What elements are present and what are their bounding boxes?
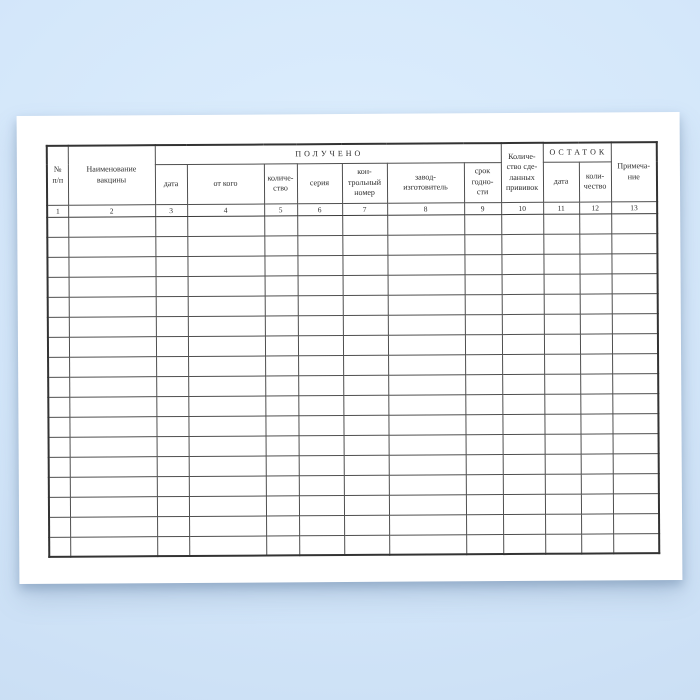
empty-cell	[48, 337, 69, 357]
empty-cell	[47, 217, 68, 237]
column-number-cell: 6	[297, 203, 342, 215]
empty-cell	[266, 495, 299, 515]
empty-cell	[388, 414, 465, 434]
empty-cell	[156, 376, 188, 396]
empty-cell	[613, 533, 659, 553]
empty-cell	[465, 314, 502, 334]
empty-cell	[502, 274, 544, 294]
empty-cell	[48, 357, 69, 377]
empty-cell	[388, 334, 465, 354]
header-note: Примеча- ние	[611, 142, 657, 201]
empty-cell	[299, 455, 344, 475]
empty-cell	[502, 314, 544, 334]
empty-cell	[343, 295, 388, 315]
header-col-number: № п/п	[47, 146, 68, 205]
empty-cell	[188, 296, 265, 316]
empty-cell	[580, 313, 612, 333]
empty-cell	[344, 475, 389, 495]
empty-cell	[465, 394, 502, 414]
empty-cell	[69, 356, 156, 377]
empty-cell	[545, 454, 581, 474]
empty-cell	[188, 316, 265, 336]
empty-cell	[48, 377, 69, 397]
column-number-cell: 4	[187, 204, 264, 216]
empty-cell	[502, 394, 544, 414]
empty-cell	[187, 236, 264, 256]
empty-cell	[544, 354, 580, 374]
empty-cell	[465, 334, 502, 354]
empty-cell	[612, 273, 658, 293]
empty-cell	[581, 453, 613, 473]
empty-cell	[344, 495, 389, 515]
empty-cell	[70, 496, 157, 517]
empty-cell	[387, 214, 464, 234]
empty-cell	[48, 297, 69, 317]
empty-cell	[466, 474, 503, 494]
header-group-remainder: ОСТАТОК	[543, 142, 611, 161]
column-number-cell: 13	[611, 201, 657, 213]
empty-cell	[264, 235, 297, 255]
empty-cell	[502, 414, 544, 434]
empty-cell	[612, 413, 658, 433]
empty-cell	[466, 434, 503, 454]
empty-cell	[503, 534, 545, 554]
empty-cell	[465, 374, 502, 394]
empty-cell	[156, 356, 188, 376]
empty-cell	[580, 273, 612, 293]
empty-cell	[49, 437, 70, 457]
header-received-date: дата	[155, 164, 187, 204]
empty-cell	[545, 474, 581, 494]
header-remainder-quantity: коли- чество	[579, 161, 611, 201]
empty-cell	[187, 256, 264, 276]
empty-cell	[49, 457, 70, 477]
empty-cell	[266, 515, 299, 535]
empty-cell	[389, 474, 466, 494]
header-received-control-number: кон- трольный номер	[342, 163, 387, 203]
empty-cell	[265, 315, 298, 335]
empty-cell	[298, 355, 343, 375]
header-vaccine-name: Наименование вакцины	[68, 145, 155, 205]
empty-cell	[70, 456, 157, 477]
empty-cell	[501, 254, 543, 274]
empty-cell	[157, 476, 189, 496]
empty-cell	[502, 354, 544, 374]
empty-cell	[613, 433, 659, 453]
empty-cell	[344, 535, 389, 555]
empty-cell	[389, 514, 466, 534]
empty-cell	[47, 237, 68, 257]
empty-cell	[388, 374, 465, 394]
column-number-cell: 9	[464, 202, 501, 214]
column-number-cell: 11	[543, 202, 579, 214]
empty-cell	[543, 254, 579, 274]
empty-cell	[157, 456, 189, 476]
empty-cell	[156, 396, 188, 416]
empty-cell	[68, 216, 155, 237]
empty-cell	[612, 353, 658, 373]
empty-cell	[155, 236, 187, 256]
empty-cell	[343, 415, 388, 435]
column-number-cell: 8	[387, 202, 464, 214]
empty-cell	[544, 294, 580, 314]
empty-cell	[580, 393, 612, 413]
column-number-cell: 1	[47, 205, 68, 217]
empty-cell	[298, 375, 343, 395]
empty-cell	[501, 214, 543, 234]
header-remainder-date: дата	[543, 162, 579, 202]
empty-cell	[344, 455, 389, 475]
empty-cell	[613, 473, 659, 493]
empty-cell	[266, 435, 299, 455]
empty-cell	[465, 274, 502, 294]
empty-cell	[157, 516, 189, 536]
empty-cell	[543, 234, 579, 254]
empty-cell	[69, 376, 156, 397]
empty-cell	[579, 213, 611, 233]
header-received-manufacturer: завод- изготовитель	[387, 162, 464, 202]
column-number-cell: 7	[342, 203, 387, 215]
empty-cell	[466, 514, 503, 534]
empty-cell	[69, 336, 156, 357]
empty-cell	[266, 455, 299, 475]
empty-cell	[189, 436, 266, 456]
column-number-cell: 12	[579, 201, 611, 213]
header-received-quantity: количе- ство	[264, 163, 297, 203]
empty-cell	[466, 454, 503, 474]
empty-cell	[387, 254, 464, 274]
empty-cell	[298, 415, 343, 435]
empty-cell	[49, 477, 70, 497]
empty-cell	[544, 314, 580, 334]
empty-cell	[69, 276, 156, 297]
empty-cell	[49, 517, 70, 537]
empty-cell	[544, 374, 580, 394]
empty-cell	[388, 394, 465, 414]
empty-cell	[189, 536, 266, 556]
empty-cell	[298, 315, 343, 335]
empty-cell	[545, 514, 581, 534]
empty-cell	[68, 236, 155, 257]
empty-cell	[188, 376, 265, 396]
empty-cell	[156, 336, 188, 356]
empty-cell	[580, 353, 612, 373]
column-number-cell: 3	[155, 204, 187, 216]
empty-cell	[544, 394, 580, 414]
empty-cell	[389, 434, 466, 454]
empty-cell	[189, 456, 266, 476]
empty-cell	[545, 494, 581, 514]
empty-cell	[343, 355, 388, 375]
empty-cell	[189, 516, 266, 536]
empty-cell	[389, 454, 466, 474]
empty-cell	[466, 494, 503, 514]
header-vaccinations-count: Количе- ство сде- ланных прививок	[501, 143, 543, 202]
empty-cell	[298, 275, 343, 295]
empty-cell	[343, 335, 388, 355]
empty-cell	[298, 335, 343, 355]
empty-cell	[299, 475, 344, 495]
empty-cell	[265, 395, 298, 415]
empty-cell	[48, 417, 69, 437]
empty-cell	[342, 215, 387, 235]
empty-rows	[47, 213, 659, 557]
empty-cell	[69, 316, 156, 337]
vaccine-journal-table	[46, 141, 661, 558]
empty-cell	[544, 334, 580, 354]
empty-cell	[612, 313, 658, 333]
empty-cell	[157, 536, 189, 556]
empty-cell	[155, 256, 187, 276]
header-received-expiry: срок годно- сти	[464, 162, 501, 202]
empty-cell	[69, 416, 156, 437]
empty-cell	[388, 314, 465, 334]
empty-cell	[297, 235, 342, 255]
empty-cell	[266, 475, 299, 495]
empty-cell	[189, 496, 266, 516]
empty-cell	[611, 213, 657, 233]
empty-cell	[298, 395, 343, 415]
empty-cell	[70, 436, 157, 457]
empty-cell	[156, 276, 188, 296]
empty-cell	[612, 373, 658, 393]
empty-cell	[343, 275, 388, 295]
empty-cell	[49, 537, 70, 557]
empty-cell	[70, 476, 157, 497]
empty-cell	[297, 215, 342, 235]
empty-cell	[388, 274, 465, 294]
empty-cell	[298, 295, 343, 315]
empty-cell	[579, 233, 611, 253]
header-received-from: от кого	[187, 164, 264, 204]
empty-cell	[343, 375, 388, 395]
empty-cell	[344, 435, 389, 455]
column-number-cell: 10	[501, 202, 543, 214]
empty-cell	[612, 293, 658, 313]
empty-cell	[155, 216, 187, 236]
empty-cell	[544, 414, 580, 434]
empty-cell	[188, 396, 265, 416]
empty-cell	[613, 453, 659, 473]
header-received-series: серия	[297, 163, 342, 203]
empty-cell	[612, 393, 658, 413]
empty-cell	[387, 234, 464, 254]
empty-cell	[265, 375, 298, 395]
empty-cell	[188, 336, 265, 356]
empty-cell	[265, 415, 298, 435]
empty-cell	[156, 316, 188, 336]
empty-cell	[156, 296, 188, 316]
empty-cell	[265, 295, 298, 315]
empty-cell	[503, 494, 545, 514]
empty-cell	[48, 397, 69, 417]
empty-cell	[188, 356, 265, 376]
empty-cell	[501, 234, 543, 254]
empty-cell	[464, 234, 501, 254]
empty-cell	[580, 373, 612, 393]
empty-cell	[299, 515, 344, 535]
empty-cell	[342, 255, 387, 275]
empty-cell	[299, 495, 344, 515]
empty-cell	[344, 515, 389, 535]
empty-cell	[69, 296, 156, 317]
empty-cell	[48, 317, 69, 337]
empty-cell	[464, 254, 501, 274]
empty-cell	[297, 255, 342, 275]
empty-cell	[69, 396, 156, 417]
empty-cell	[580, 293, 612, 313]
empty-cell	[503, 434, 545, 454]
empty-cell	[503, 514, 545, 534]
empty-cell	[465, 294, 502, 314]
empty-cell	[613, 493, 659, 513]
empty-cell	[464, 214, 501, 234]
empty-cell	[187, 216, 264, 236]
empty-cell	[343, 395, 388, 415]
empty-cell	[465, 354, 502, 374]
empty-cell	[388, 354, 465, 374]
empty-cell	[502, 294, 544, 314]
empty-cell	[48, 277, 69, 297]
empty-cell	[465, 414, 502, 434]
empty-cell	[264, 255, 297, 275]
empty-cell	[70, 516, 157, 537]
empty-cell	[47, 257, 68, 277]
empty-cell	[299, 535, 344, 555]
empty-cell	[264, 215, 297, 235]
empty-cell	[156, 416, 188, 436]
column-number-cell: 2	[68, 204, 155, 217]
empty-cell	[545, 434, 581, 454]
empty-cell	[49, 497, 70, 517]
empty-cell	[68, 256, 155, 277]
empty-cell	[466, 534, 503, 554]
empty-cell	[265, 355, 298, 375]
journal-page	[17, 112, 683, 584]
empty-cell	[502, 334, 544, 354]
empty-cell	[545, 534, 581, 554]
empty-cell	[580, 333, 612, 353]
empty-cell	[157, 436, 189, 456]
empty-cell	[265, 275, 298, 295]
empty-cell	[266, 535, 299, 555]
empty-cell	[189, 476, 266, 496]
empty-cell	[580, 413, 612, 433]
empty-cell	[503, 454, 545, 474]
empty-cell	[389, 534, 466, 554]
empty-cell	[611, 253, 657, 273]
empty-cell	[581, 533, 613, 553]
empty-cell	[611, 233, 657, 253]
empty-cell	[581, 473, 613, 493]
empty-cell	[502, 374, 544, 394]
empty-cell	[188, 416, 265, 436]
header-group-received: ПОЛУЧЕНО	[155, 143, 501, 164]
empty-cell	[579, 253, 611, 273]
empty-cell	[503, 474, 545, 494]
empty-cell	[544, 274, 580, 294]
empty-cell	[265, 335, 298, 355]
empty-cell	[581, 433, 613, 453]
empty-cell	[157, 496, 189, 516]
empty-cell	[613, 513, 659, 533]
empty-cell	[342, 235, 387, 255]
empty-cell	[388, 294, 465, 314]
empty-cell	[299, 435, 344, 455]
column-number-cell: 5	[264, 203, 297, 215]
empty-cell	[188, 276, 265, 296]
empty-cell	[543, 214, 579, 234]
empty-cell	[581, 493, 613, 513]
empty-cell	[70, 536, 157, 557]
empty-cell	[612, 333, 658, 353]
table-row	[49, 533, 659, 557]
empty-cell	[389, 494, 466, 514]
empty-cell	[581, 513, 613, 533]
empty-cell	[343, 315, 388, 335]
